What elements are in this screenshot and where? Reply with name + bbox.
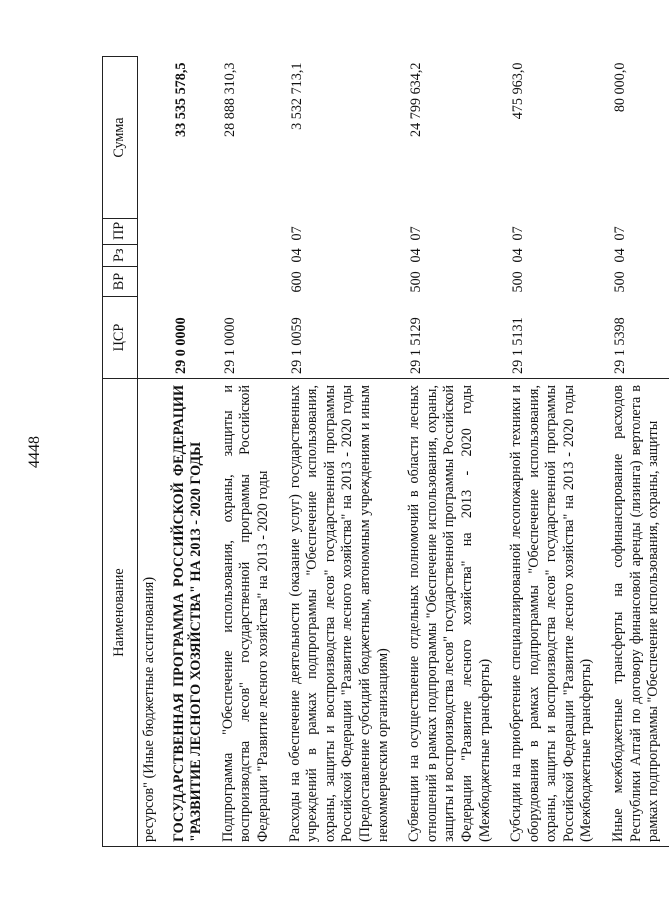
row-name: Подпрограмма "Обеспечение использования, охраны, защиты и воспроизводства лесов" государственной программы Российской Федерации "Развитие лесного хозяйства" на 2013 - 2020 годы — [212, 379, 279, 847]
row-name: Иные межбюджетные трансферты на софинансирование расходов Республики Алтай по договору финансовой аренды (лизинга) вертолета в рамках подпрограммы "Обеспечение использования, охраны, защиты — [602, 379, 669, 847]
row-rz: 04 — [612, 248, 629, 263]
row-pr — [138, 219, 163, 245]
row-pr — [163, 219, 212, 245]
row-vr: 600 — [288, 271, 305, 293]
row-sum: 475 963,0 — [510, 62, 527, 120]
row-csr: 29 1 5398 — [612, 317, 629, 374]
header-vr: ВР — [103, 267, 138, 297]
row-rz: 04 — [510, 248, 527, 263]
row-name: ресурсов" (Иные бюджетные ассигнования) — [138, 379, 163, 847]
table-row — [212, 57, 279, 847]
row-name: ГОСУДАРСТВЕННАЯ ПРОГРАММА РОССИЙСКОЙ ФЕДЕРАЦИИ "РАЗВИТИЕ ЛЕСНОГО ХОЗЯЙСТВА" НА 2013 - 2020 ГОДЫ — [163, 379, 212, 847]
row-rz — [163, 245, 212, 267]
row-name: Субвенции на осуществление отдельных полномочий в области лесных отношений в рамках подпрограммы "Обеспечение использования, охраны, защиты и воспроизводства лесов" государственной программы Российской Федерации "Развитие лесного хозяйства" на 2013 - 2020 годы (Межбюджетные трансферты) — [398, 379, 500, 847]
row-rz: 04 — [288, 248, 305, 263]
row-csr: 29 1 0000 — [221, 317, 238, 374]
header-row — [103, 57, 138, 847]
header-rz: Рз — [103, 245, 138, 267]
row-sum: 28 888 310,3 — [221, 62, 238, 137]
header-sum: Сумма — [103, 57, 138, 219]
row-csr: 29 1 0059 — [288, 317, 305, 374]
row-vr — [138, 267, 163, 297]
row-rz — [138, 245, 163, 267]
row-pr: 07 — [510, 226, 527, 241]
row-csr: 29 1 5131 — [510, 317, 527, 374]
table-row — [138, 57, 163, 847]
table-row — [279, 57, 399, 847]
table-row — [500, 57, 602, 847]
budget-table — [102, 56, 669, 847]
row-pr: 07 — [408, 226, 425, 241]
row-csr: 29 1 5129 — [408, 317, 425, 374]
table-row — [163, 57, 212, 847]
row-rz: 04 — [408, 248, 425, 263]
row-pr: 07 — [612, 226, 629, 241]
table-row — [398, 57, 500, 847]
page-number: 4448 — [26, 436, 43, 468]
row-pr — [212, 219, 279, 245]
header-pr: ПР — [103, 219, 138, 245]
row-sum — [138, 57, 163, 219]
row-vr: 500 — [408, 271, 425, 293]
row-csr: 29 0 0000 — [172, 317, 189, 374]
row-pr: 07 — [288, 226, 305, 241]
row-vr — [163, 267, 212, 297]
row-vr — [212, 267, 279, 297]
table-row — [602, 57, 669, 847]
row-csr — [138, 297, 163, 379]
row-sum: 24 799 634,2 — [408, 62, 425, 137]
header-name: Наименование — [103, 379, 138, 847]
rotated-table-area — [26, 57, 662, 847]
row-sum: 3 532 713,1 — [288, 62, 305, 130]
row-sum: 80 000,0 — [612, 62, 629, 113]
row-sum: 33 535 578,5 — [172, 62, 189, 137]
row-name: Расходы на обеспечение деятельности (оказание услуг) государственных учреждений в рамках подпрограммы "Обеспечение использования, охраны, защиты и воспроизводства лесов" государственной программы Российской Федерации "Развитие лесного хозяйства" на 2013 - 2020 годы (Предоставление субсидий бюджетным, автономным учреждениям и иным некоммерческим организациям) — [279, 379, 399, 847]
header-csr: ЦСР — [103, 297, 138, 379]
row-rz — [212, 245, 279, 267]
row-name: Субсидии на приобретение специализированной лесопожарной техники и оборудования в рамках подпрограммы "Обеспечение использования, охраны, защиты и воспроизводства лесов" государственной программы Российской Федерации "Развитие лесного хозяйства" на 2013 - 2020 годы (Межбюджетные трансферты) — [500, 379, 602, 847]
row-vr: 500 — [510, 271, 527, 293]
row-vr: 500 — [612, 271, 629, 293]
